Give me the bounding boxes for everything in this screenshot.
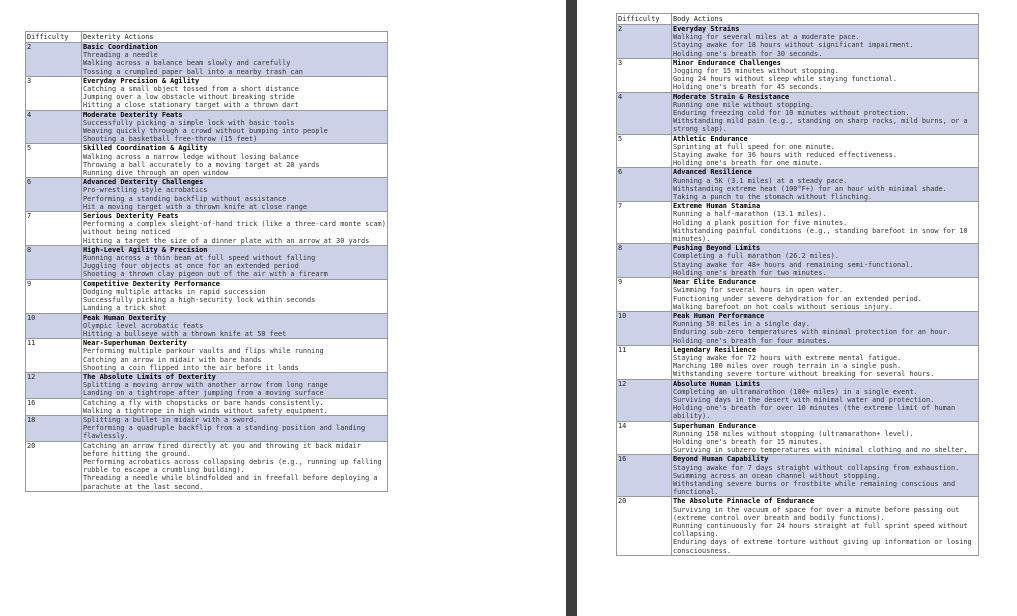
tier-title: Peak Human Performance (673, 311, 765, 320)
action-item: Landing a trick shot (83, 304, 166, 313)
table-row (26, 339, 388, 373)
action-item: Walking for several miles at a moderate pace. (673, 33, 860, 42)
tier-title: The Absolute Pinnacle of Endurance (673, 497, 815, 506)
action-item: Tossing a crumpled paper ball into a nearby trash can (83, 67, 303, 76)
action-item: Shooting a coin flipped into the air before it lands (83, 363, 299, 372)
action-item: Walking barefoot on hot coals without serious injury. (673, 302, 893, 311)
tier-title: Absolute Human Limits (673, 379, 761, 388)
action-item: Staying awake for 72 hours with extreme mental fatigue. (673, 353, 902, 362)
action-item: Swimming across an ocean channel without stopping. (673, 471, 881, 480)
difficulty-cell: 16 (26, 398, 82, 415)
difficulty-cell: 18 (26, 415, 82, 441)
action-item: Completing a full marathon (26.2 miles). (673, 252, 839, 261)
table-row (617, 134, 979, 168)
tier-title: Legendary Resilience (673, 345, 756, 354)
action-item: Performing a standing backflip without assistance (83, 194, 287, 203)
difficulty-cell: 7 (617, 202, 672, 244)
difficulty-cell: 7 (26, 212, 82, 246)
action-item: Running one mile without stopping. (673, 100, 815, 109)
actions-cell (82, 76, 388, 110)
actions-cell (82, 43, 388, 77)
table-row (617, 311, 979, 345)
difficulty-cell: 12 (617, 379, 672, 421)
table-row (617, 92, 979, 134)
actions-header: Body Actions (672, 14, 979, 25)
table-row (617, 421, 979, 455)
tier-title: Everyday Precision & Agility (83, 76, 200, 85)
action-item: Shooting a basketball free-throw (15 feet) (83, 135, 258, 144)
tier-title: Near Elite Endurance (673, 278, 756, 287)
tier-title: Peak Human Dexterity (83, 313, 166, 322)
table-row (26, 110, 388, 144)
actions-cell (672, 455, 979, 497)
difficulty-cell: 2 (26, 43, 82, 77)
actions-cell (672, 202, 979, 244)
action-item: Throwing a ball accurately to a moving target at 20 yards (83, 160, 320, 169)
actions-cell (672, 497, 979, 555)
action-item: Staying awake for 18 hours without significant impairment. (673, 41, 914, 50)
action-item: Walking across a narrow ledge without losing balance (83, 152, 299, 161)
action-item: Splitting a bullet in midair with a sword. (83, 415, 258, 424)
difficulty-cell: 9 (26, 279, 82, 313)
difficulty-header: Difficulty (617, 14, 672, 25)
action-item: Staying awake for 36 hours with reduced effectiveness. (673, 151, 898, 160)
tier-title: Advanced Resilience (673, 168, 752, 177)
table-row (26, 245, 388, 279)
action-item: Walking across a balance beam slowly and carefully (83, 59, 291, 68)
difficulty-cell: 11 (26, 339, 82, 373)
action-item: Running across a thin beam at full speed without falling (83, 254, 316, 263)
difficulty-cell: 4 (26, 110, 82, 144)
actions-header: Dexterity Actions (82, 32, 388, 43)
table-header-row (617, 14, 979, 25)
difficulty-cell: 6 (617, 168, 672, 202)
action-item: Withstanding severe torture without breaking for several hours. (673, 370, 935, 379)
action-item: Hitting a bullseye with a thrown knife at 50 feet (83, 329, 287, 338)
actions-cell (82, 178, 388, 212)
tier-title: Skilled Coordination & Agility (83, 144, 208, 153)
action-item: Performing a quadruple backflip from a standing position and landing flawlessly. (83, 424, 366, 441)
difficulty-cell: 5 (617, 134, 672, 168)
action-item: Taking a punch to the stomach without flinching. (673, 193, 873, 202)
actions-cell (672, 345, 979, 379)
actions-cell (82, 313, 388, 339)
action-item: Holding one's breath for 45 seconds. (673, 83, 823, 92)
action-item: Holding one's breath for 30 seconds. (673, 49, 823, 58)
action-item: Functioning under severe dehydration for an extended period. (673, 294, 922, 303)
action-item: Running continuously for 24 hours straight at full sprint speed without collapsing. (673, 521, 968, 539)
tier-title: Everyday Strains (673, 25, 740, 33)
action-item: Surviving days in the desert with minimal water and protection. (673, 395, 935, 404)
action-item: Withstanding mild pain (e.g., standing on sharp rocks, mild burns, or a strong slap). (673, 117, 968, 134)
actions-cell (672, 58, 979, 92)
actions-cell (672, 379, 979, 421)
action-item: Sprinting at full speed for one minute. (673, 142, 835, 151)
action-item: Hitting a close stationary target with a thrown dart (83, 101, 299, 110)
difficulty-cell: 20 (617, 497, 672, 555)
action-item: Staying awake for 48+ hours and remaining semi-functional. (673, 260, 914, 269)
actions-cell (82, 398, 388, 415)
page-gap-divider (566, 0, 577, 616)
action-item: Jogging for 15 minutes without stopping. (673, 67, 839, 76)
table-row (617, 379, 979, 421)
action-item: Catching a small object tossed from a short distance (83, 85, 299, 94)
action-item: Walking a tightrope in high winds without safety equipment. (83, 406, 328, 415)
table-header-row (26, 32, 388, 43)
table-row (26, 441, 388, 491)
action-item: Olympic level acrobatic feats (83, 321, 204, 330)
difficulty-cell: 2 (617, 25, 672, 59)
dexterity-page (25, 31, 388, 492)
actions-cell (672, 134, 979, 168)
action-item: Going 24 hours without sleep while staying functional. (673, 75, 898, 84)
action-item: Catching an arrow in midair with bare hands (83, 355, 262, 364)
action-item: Landing on a tightrope after jumping from a moving surface (83, 389, 324, 398)
tier-title: Pushing Beyond Limits (673, 244, 761, 253)
tier-title: Moderate Dexterity Feats (83, 110, 183, 119)
action-item: Hit a moving target with a thrown knife at close range (83, 202, 308, 211)
actions-cell (82, 415, 388, 441)
actions-cell (672, 168, 979, 202)
table-row (26, 178, 388, 212)
tier-title: Superhuman Endurance (673, 421, 756, 430)
action-item: Catching an arrow fired directly at you and throwing it back midair before hitting the ground. (83, 441, 361, 458)
action-item: Holding one's breath for over 10 minutes (the extreme limit of human ability). (673, 404, 956, 421)
table-row (617, 168, 979, 202)
table-row (26, 43, 388, 77)
action-item: Withstanding painful conditions (e.g., standing barefoot in snow for 10 minutes). (673, 226, 968, 244)
action-item: Swimming for several hours in open water. (673, 286, 844, 295)
difficulty-header: Difficulty (26, 32, 82, 43)
action-item: Threading a needle (83, 51, 158, 60)
action-item: Running 50 miles in a single day. (673, 320, 810, 329)
table-row (617, 25, 979, 59)
table-row (26, 415, 388, 441)
table-row (26, 279, 388, 313)
dexterity-table-body (26, 43, 388, 492)
action-item: Weaving quickly through a crowd without bumping into people (83, 127, 328, 136)
actions-cell (82, 441, 388, 491)
action-item: Holding one's breath for four minutes. (673, 336, 831, 345)
body-page (616, 13, 979, 556)
actions-cell (82, 279, 388, 313)
action-item: Enduring freezing cold for 10 minutes without protection. (673, 109, 910, 118)
difficulty-cell: 8 (617, 244, 672, 278)
action-item: Surviving in subzero temperatures with minimal clothing and no shelter. (673, 446, 968, 455)
difficulty-cell: 6 (26, 178, 82, 212)
action-item: Threading a needle while blindfolded and in freefall before deploying a parachute at the last second. (83, 474, 378, 491)
action-item: Successfully picking a simple lock with basic tools (83, 118, 295, 127)
actions-cell (82, 339, 388, 373)
action-item: Successfully picking a high-security lock within seconds (83, 296, 316, 305)
actions-cell (82, 372, 388, 398)
actions-cell (82, 245, 388, 279)
table-row (617, 244, 979, 278)
difficulty-cell: 12 (26, 372, 82, 398)
table-row (26, 76, 388, 110)
action-item: Completing an ultramarathon (100+ miles) in a single event. (673, 387, 918, 396)
table-row (617, 202, 979, 244)
tier-title: Athletic Endurance (673, 134, 748, 143)
tier-title: Serious Dexterity Feats (83, 212, 179, 221)
action-item: Performing multiple parkour vaults and flips while running (83, 347, 324, 356)
action-item: Shooting a thrown clay pigeon out of the air with a firearm (83, 270, 328, 279)
table-row (617, 278, 979, 312)
difficulty-cell: 5 (26, 144, 82, 178)
dexterity-table (25, 31, 388, 492)
action-item: Holding one's breath for 15 minutes. (673, 437, 823, 446)
action-item: Running a half-marathon (13.1 miles). (673, 210, 827, 219)
action-item: Jumping over a low obstacle without breaking stride (83, 93, 295, 102)
tier-title: Advanced Dexterity Challenges (83, 178, 204, 187)
actions-cell (672, 311, 979, 345)
table-row (26, 212, 388, 246)
tier-title: High-Level Agility & Precision (83, 245, 208, 254)
table-row (617, 345, 979, 379)
action-item: Splitting a moving arrow with another arrow from long range (83, 381, 328, 390)
action-item: Enduring days of extreme torture without giving up information or losing consciousness. (673, 538, 972, 555)
difficulty-cell: 4 (617, 92, 672, 134)
actions-cell (672, 244, 979, 278)
actions-cell (82, 144, 388, 178)
actions-cell (82, 212, 388, 246)
tier-title: Competitive Dexterity Performance (83, 279, 220, 288)
tier-title: Basic Coordination (83, 43, 158, 51)
difficulty-cell: 3 (26, 76, 82, 110)
action-item: Running 150 miles without stopping (ultramarathon+ level). (673, 429, 914, 438)
difficulty-cell: 8 (26, 245, 82, 279)
action-item: Withstanding severe burns or frostbite while remaining conscious and functional. (673, 479, 956, 497)
action-item: Dodging multiple attacks in rapid succession (83, 287, 266, 296)
action-item: Surviving in the vacuum of space for over a minute before passing out (extreme control over breath and bodily functions). (673, 505, 960, 522)
tier-title: Near-Superhuman Dexterity (83, 339, 187, 348)
table-row (26, 144, 388, 178)
table-row (26, 398, 388, 415)
difficulty-cell: 10 (617, 311, 672, 345)
action-item: Pro-wrestling style acrobatics (83, 186, 208, 195)
action-item: Catching a fly with chopsticks or bare hands consistently. (83, 398, 324, 407)
action-item: Staying awake for 7 days straight without collapsing from exhaustion. (673, 463, 960, 472)
table-row (26, 372, 388, 398)
difficulty-cell: 20 (26, 441, 82, 491)
difficulty-cell: 14 (617, 421, 672, 455)
actions-cell (672, 92, 979, 134)
action-item: Running a 5K (3.1 miles) at a steady pace. (673, 176, 848, 185)
difficulty-cell: 11 (617, 345, 672, 379)
action-item: Holding one's breath for two minutes. (673, 268, 827, 277)
actions-cell (672, 278, 979, 312)
tier-title: Beyond Human Capability (673, 455, 769, 464)
table-row (617, 58, 979, 92)
tier-title: Extreme Human Stamina (673, 202, 761, 211)
difficulty-cell: 9 (617, 278, 672, 312)
action-item: Holding one's breath for one minute. (673, 159, 823, 168)
action-item: Performing a complex sleight-of-hand trick (like a three-card monte scam) without being noticed (83, 220, 386, 237)
action-item: Running dive through an open window (83, 169, 229, 178)
table-row (617, 497, 979, 555)
body-table-body (617, 25, 979, 556)
tier-title: Moderate Strain & Resistance (673, 92, 790, 101)
difficulty-cell: 3 (617, 58, 672, 92)
actions-cell (82, 110, 388, 144)
body-table (616, 13, 979, 556)
action-item: Juggling four objects at once for an extended period (83, 262, 299, 271)
action-item: Withstanding extreme heat (100°F+) for an hour with minimal shade. (673, 184, 947, 193)
action-item: Performing acrobatics across collapsing debris (e.g., running up falling rubble to escape a crumbling building). (83, 457, 382, 475)
action-item: Holding a plank position for five minutes. (673, 218, 848, 227)
tier-title: Minor Endurance Challenges (673, 58, 781, 67)
table-row (26, 313, 388, 339)
action-item: Marching 100 miles over rough terrain in a single push. (673, 362, 902, 371)
difficulty-cell: 16 (617, 455, 672, 497)
tier-title: The Absolute Limits of Dexterity (83, 372, 216, 381)
actions-cell (672, 25, 979, 59)
actions-cell (672, 421, 979, 455)
difficulty-cell: 10 (26, 313, 82, 339)
table-row (617, 455, 979, 497)
action-item: Enduring sub-zero temperatures with minimal protection for an hour. (673, 328, 951, 337)
action-item: Hitting a target the size of a dinner plate with an arrow at 30 yards (83, 236, 370, 245)
